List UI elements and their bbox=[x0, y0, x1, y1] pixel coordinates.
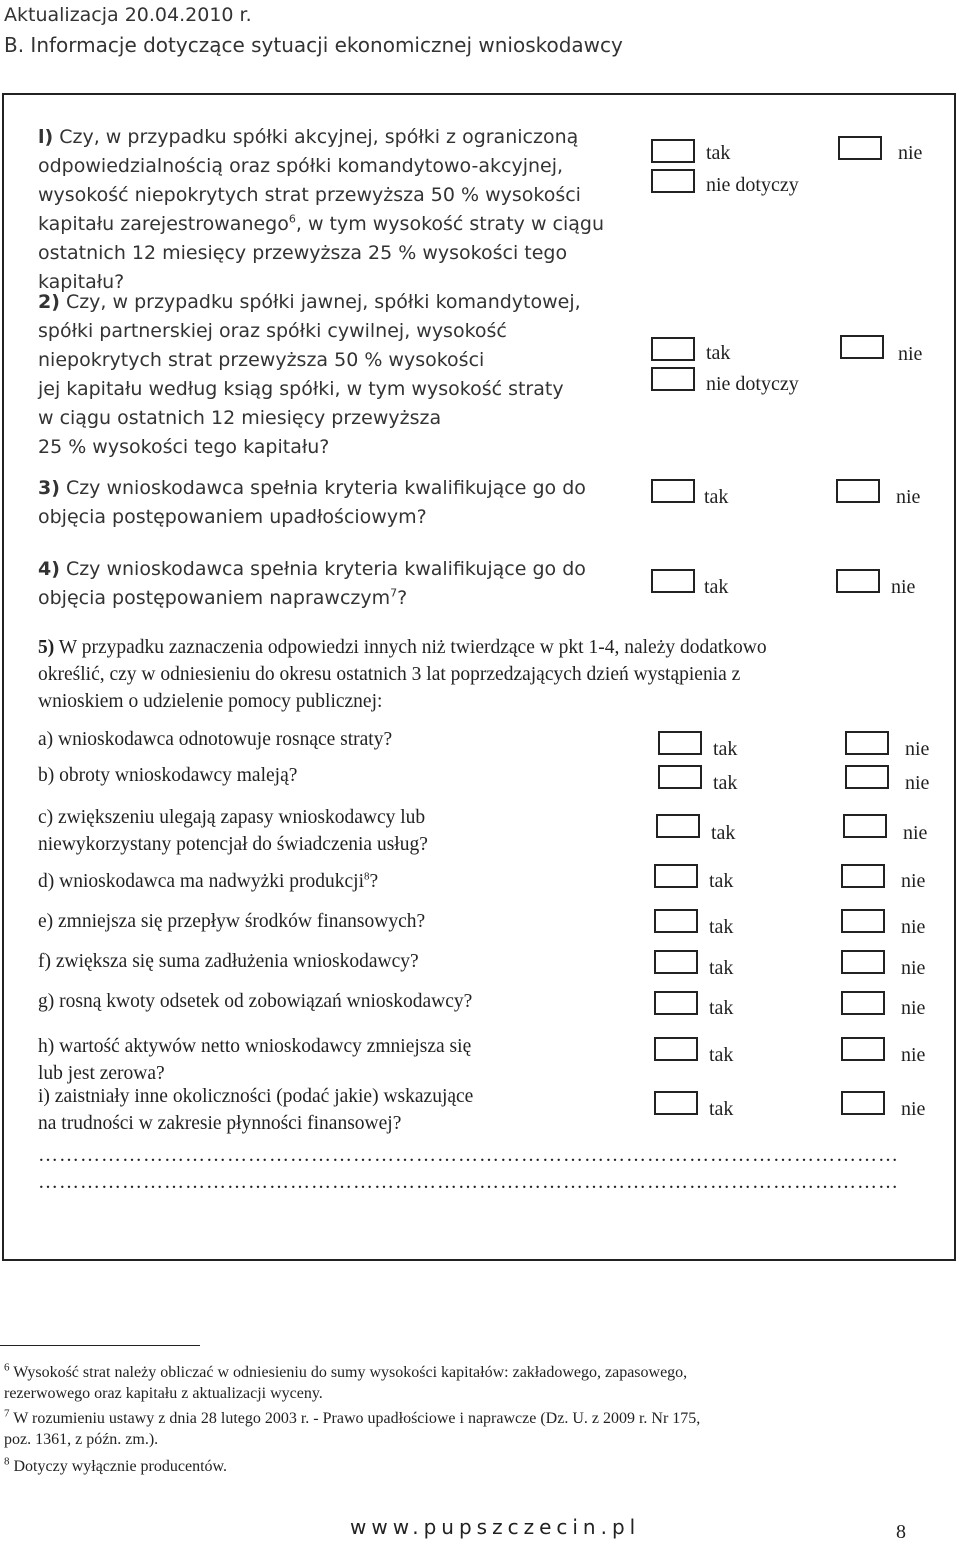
e-tak-label: tak bbox=[709, 916, 734, 938]
q2-nie-dotyczy-label: nie dotyczy bbox=[706, 373, 799, 395]
page-number: 8 bbox=[896, 1521, 906, 1543]
sub-d-end: ? bbox=[369, 871, 379, 892]
question-1 bbox=[38, 123, 648, 297]
e-nie-checkbox[interactable] bbox=[841, 909, 885, 933]
a-nie-label: nie bbox=[905, 738, 930, 760]
sub-f-text: f) zwiększa się suma zadłużenia wnioskodawcy? bbox=[38, 951, 419, 972]
h-tak-label: tak bbox=[709, 1044, 734, 1066]
question-4-text: Czy wnioskodawca spełnia kryteria kwalifikujące go do objęcia postępowaniem naprawczym bbox=[38, 558, 586, 609]
sub-c-text: c) zwiększeniu ulegają zapasy wnioskodawcy lub niewykorzystany potencjał do świadczenia usług? bbox=[38, 807, 428, 855]
q3-nie-label: nie bbox=[896, 486, 921, 508]
b-nie-checkbox[interactable] bbox=[845, 765, 889, 789]
q1-nie-checkbox[interactable] bbox=[838, 136, 882, 160]
footnote-8-text: Dotyczy wyłącznie producentów. bbox=[9, 1458, 228, 1475]
question-3-text: Czy wnioskodawca spełnia kryteria kwalifikujące go do objęcia postępowaniem upadłościowym? bbox=[38, 477, 586, 528]
dotted-line-1[interactable]: …………………………………………………………………………………………………………… bbox=[38, 1145, 899, 1165]
question-4-number: 4) bbox=[38, 558, 60, 580]
footnote-ref-7: 7 bbox=[390, 586, 398, 600]
i-nie-label: nie bbox=[901, 1098, 926, 1120]
b-tak-checkbox[interactable] bbox=[658, 765, 702, 789]
c-tak-checkbox[interactable] bbox=[656, 814, 700, 838]
question-1-text: Czy, w przypadku spółki akcyjnej, spółki z ograniczoną odpowiedzialnością oraz spółki komandytowo-akcyjnej, wysokość niepokrytych strat przewyższa 50 % wysokości kapitału zarejestrowanego bbox=[38, 126, 581, 235]
f-nie-checkbox[interactable] bbox=[841, 950, 885, 974]
d-nie-checkbox[interactable] bbox=[841, 864, 885, 888]
footnote-7-text: W rozumieniu ustawy z dnia 28 lutego 2003 r. - Prawo upadłościowe i naprawcze (Dz. U. z 2009 r. Nr 175, poz. 1361, z późn. zm.). bbox=[4, 1410, 701, 1448]
sub-d bbox=[38, 868, 638, 895]
section-title: B. Informacje dotyczące sytuacji ekonomicznej wnioskodawcy bbox=[4, 33, 623, 57]
sub-g-text: g) rosną kwoty odsetek od zobowiązań wnioskodawcy? bbox=[38, 991, 473, 1012]
question-5-number: 5) bbox=[38, 637, 55, 658]
q4-tak-checkbox[interactable] bbox=[651, 569, 695, 593]
i-tak-label: tak bbox=[709, 1098, 734, 1120]
h-tak-checkbox[interactable] bbox=[654, 1037, 698, 1061]
footnote-6-text: Wysokość strat należy obliczać w odniesieniu do sumy wysokości kapitałów: zakładowego, zapasowego, rezerwowego oraz kapitału z aktualizacji wyceny. bbox=[4, 1364, 688, 1402]
a-nie-checkbox[interactable] bbox=[845, 731, 889, 755]
q1-nie-label: nie bbox=[898, 142, 923, 164]
a-tak-checkbox[interactable] bbox=[658, 731, 702, 755]
e-tak-checkbox[interactable] bbox=[654, 909, 698, 933]
c-nie-label: nie bbox=[903, 822, 928, 844]
d-tak-checkbox[interactable] bbox=[654, 864, 698, 888]
footnote-6 bbox=[4, 1362, 934, 1404]
q2-tak-label: tak bbox=[706, 342, 731, 364]
question-5-text: W przypadku zaznaczenia odpowiedzi innych niż twierdzące w pkt 1-4, należy dodatkowo określić, czy w odniesieniu do okresu ostatnich 3 lat poprzedzających dzień wystąpienia z wnioskiem o udzielenie pomocy publicznej: bbox=[38, 637, 767, 712]
footnote-8 bbox=[4, 1456, 934, 1477]
question-5 bbox=[38, 634, 938, 715]
b-nie-label: nie bbox=[905, 772, 930, 794]
sub-b-text: b) obroty wnioskodawcy maleją? bbox=[38, 765, 298, 786]
question-4 bbox=[38, 555, 648, 613]
g-nie-checkbox[interactable] bbox=[841, 991, 885, 1015]
question-2-text: Czy, w przypadku spółki jawnej, spółki komandytowej, spółki partnerskiej oraz spółki cywilnej, wysokość niepokrytych strat przewyższa 50 % wysokości jej kapitału według ksiąg spółki, w tym wysokość straty w ciągu ostatnich 12 miesięcy przewyższa 25 % wysokości tego kapitału? bbox=[38, 291, 581, 458]
q1-nie-dotyczy-label: nie dotyczy bbox=[706, 174, 799, 196]
sub-h-text: h) wartość aktywów netto wnioskodawcy zmniejsza się lub jest zerowa? bbox=[38, 1036, 472, 1084]
footnote-7-number: 7 bbox=[4, 1407, 10, 1420]
d-nie-label: nie bbox=[901, 870, 926, 892]
q3-tak-label: tak bbox=[704, 486, 729, 508]
h-nie-label: nie bbox=[901, 1044, 926, 1066]
f-tak-label: tak bbox=[709, 957, 734, 979]
footnote-ref-6: 6 bbox=[288, 212, 296, 226]
sub-a-text: a) wnioskodawca odnotowuje rosnące straty? bbox=[38, 729, 393, 750]
sub-e-text: e) zmniejsza się przepływ środków finansowych? bbox=[38, 911, 426, 932]
question-2 bbox=[38, 288, 648, 462]
sub-d-text: d) wnioskodawca ma nadwyżki produkcji bbox=[38, 871, 364, 892]
footnote-8-number: 8 bbox=[4, 1455, 10, 1468]
q1-nie-dotyczy-checkbox[interactable] bbox=[651, 169, 695, 193]
question-3 bbox=[38, 474, 648, 532]
q4-tak-label: tak bbox=[704, 576, 729, 598]
q3-nie-checkbox[interactable] bbox=[836, 479, 880, 503]
c-tak-label: tak bbox=[711, 822, 736, 844]
i-tak-checkbox[interactable] bbox=[654, 1091, 698, 1115]
question-1-number: l) bbox=[38, 126, 54, 148]
dotted-line-2[interactable]: …………………………………………………………………………………………………………… bbox=[38, 1172, 899, 1192]
update-date: Aktualizacja 20.04.2010 r. bbox=[4, 4, 252, 26]
footnote-7 bbox=[4, 1408, 934, 1450]
question-2-number: 2) bbox=[38, 291, 60, 313]
q4-nie-checkbox[interactable] bbox=[836, 569, 880, 593]
g-tak-checkbox[interactable] bbox=[654, 991, 698, 1015]
q2-nie-label: nie bbox=[898, 343, 923, 365]
e-nie-label: nie bbox=[901, 916, 926, 938]
a-tak-label: tak bbox=[713, 738, 738, 760]
d-tak-label: tak bbox=[709, 870, 734, 892]
q2-nie-dotyczy-checkbox[interactable] bbox=[651, 367, 695, 391]
q2-tak-checkbox[interactable] bbox=[651, 337, 695, 361]
q4-nie-label: nie bbox=[891, 576, 916, 598]
f-tak-checkbox[interactable] bbox=[654, 950, 698, 974]
question-3-number: 3) bbox=[38, 477, 60, 499]
g-nie-label: nie bbox=[901, 997, 926, 1019]
q1-tak-label: tak bbox=[706, 142, 731, 164]
q2-nie-checkbox[interactable] bbox=[840, 335, 884, 359]
c-nie-checkbox[interactable] bbox=[843, 814, 887, 838]
b-tak-label: tak bbox=[713, 772, 738, 794]
footnote-separator bbox=[0, 1345, 200, 1346]
footnote-6-number: 6 bbox=[4, 1361, 10, 1374]
q1-tak-checkbox[interactable] bbox=[651, 139, 695, 163]
h-nie-checkbox[interactable] bbox=[841, 1037, 885, 1061]
question-4-text-end: ? bbox=[397, 587, 408, 609]
website-link[interactable]: www.pupszczecin.pl bbox=[350, 1515, 641, 1539]
i-nie-checkbox[interactable] bbox=[841, 1091, 885, 1115]
question-1-text-end: , w tym wysokość straty w ciągu ostatnich 12 miesięcy przewyższa 25 % wysokości tego kapitału? bbox=[38, 213, 604, 293]
q3-tak-checkbox[interactable] bbox=[651, 479, 695, 503]
footnote-ref-8: 8 bbox=[364, 870, 370, 883]
f-nie-label: nie bbox=[901, 957, 926, 979]
g-tak-label: tak bbox=[709, 997, 734, 1019]
sub-i-text: i) zaistniały inne okoliczności (podać jakie) wskazujące na trudności w zakresie płynności finansowej? bbox=[38, 1086, 474, 1134]
